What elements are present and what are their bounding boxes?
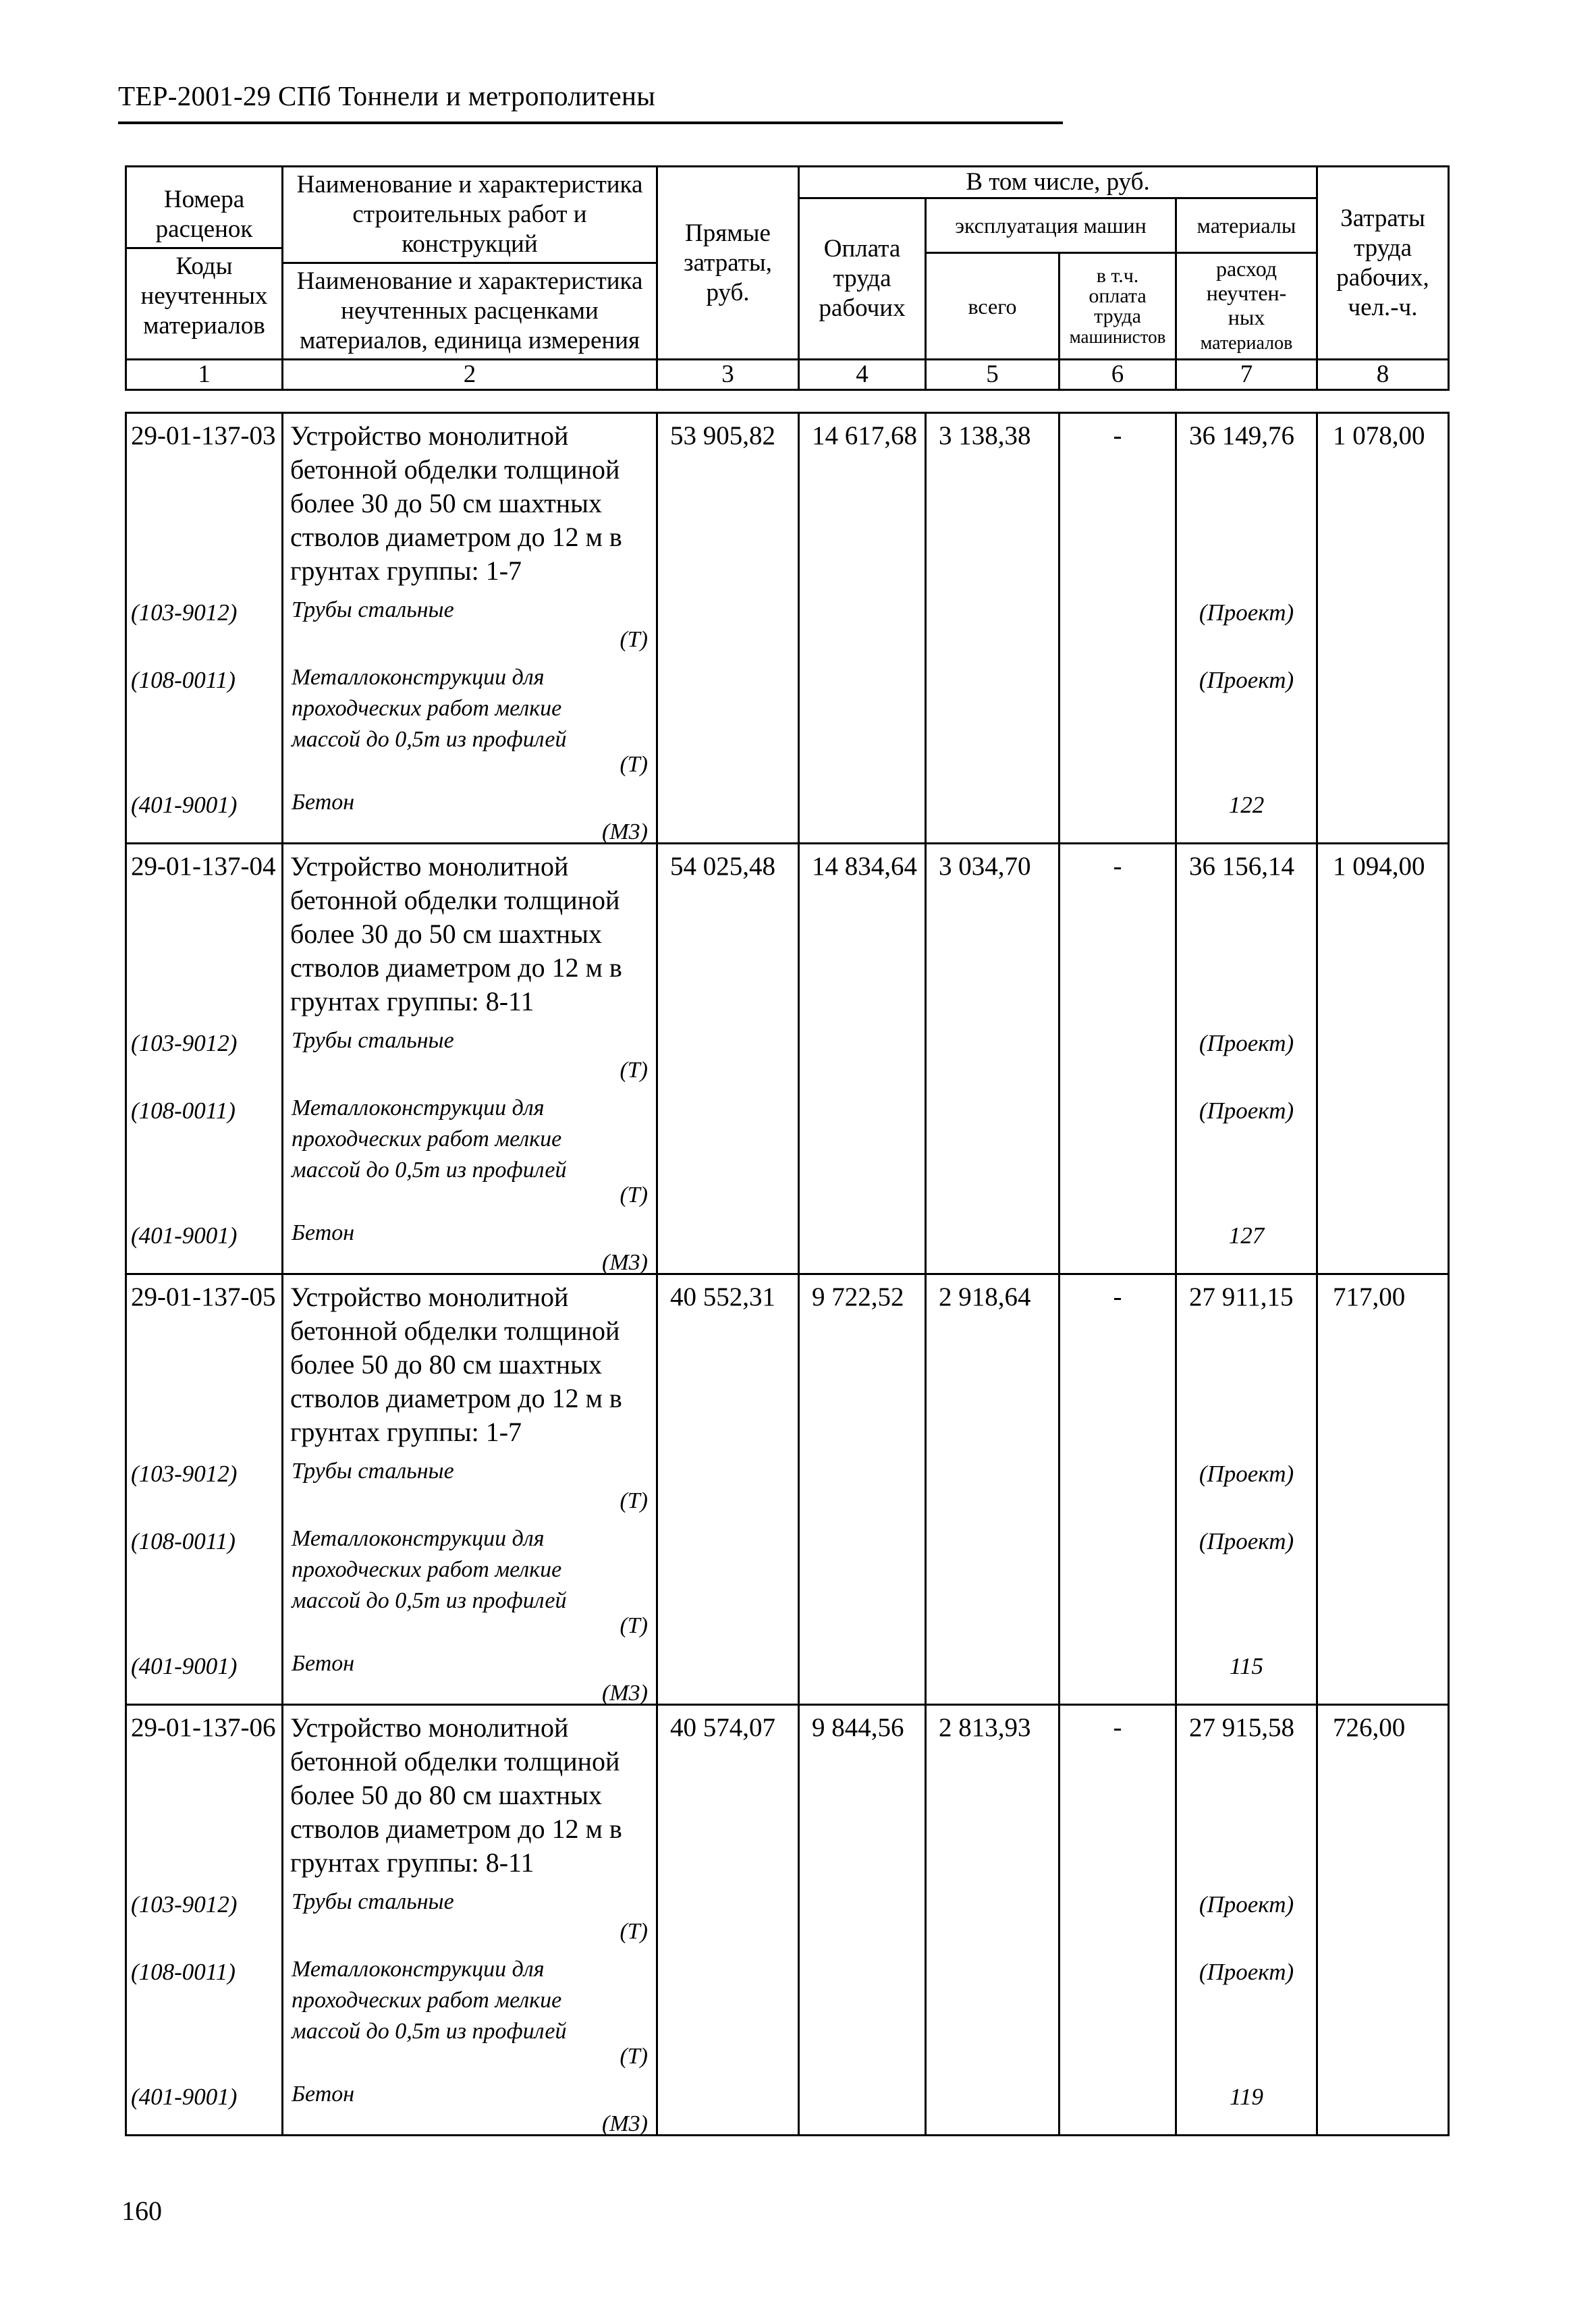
machines-total: 3 034,70 (939, 852, 1031, 881)
work-name (290, 850, 668, 1019)
header-text: материалов (143, 312, 265, 340)
header-col1-top (127, 182, 281, 247)
work-name-line: стволов диаметром до 12 м в (290, 1814, 622, 1844)
material-name (292, 1954, 642, 2047)
name-cell (283, 1274, 657, 1705)
work-name-line: грунтах группы: 1-7 (290, 1417, 522, 1447)
work-name-line: Устройство монолитной (290, 851, 569, 882)
material-unit: (Т) (620, 1488, 648, 1513)
material-name (292, 595, 642, 626)
material-quantity: (Проект) (1199, 1959, 1294, 1985)
machines-total: 2 918,64 (939, 1282, 1031, 1311)
material-unit: (Т) (620, 627, 648, 652)
material-name (292, 1025, 642, 1056)
code-cell (126, 1705, 283, 2136)
material-name-line: Бетон (292, 790, 355, 815)
header-text: Наименование и характеристика (296, 267, 643, 295)
rate-code: 29-01-137-03 (131, 421, 276, 450)
material-name-line: массой до 0,5т из профилей (292, 1158, 567, 1183)
direct-cost-cell (657, 413, 799, 844)
labor-hours-cell (1317, 413, 1449, 844)
header-number: 7 (1176, 360, 1317, 390)
work-name (290, 1711, 668, 1880)
work-name-line: стволов диаметром до 12 м в (290, 522, 622, 552)
materials-cost: 27 915,58 (1189, 1713, 1294, 1742)
work-name-line: грунтах группы: 1-7 (290, 555, 522, 586)
machines-total-cell (926, 1705, 1060, 2136)
material-quantity: 115 (1230, 1653, 1263, 1679)
materials-cost: 27 911,15 (1189, 1282, 1294, 1311)
header-text: машинистов (1069, 326, 1166, 347)
machines-total-cell (926, 844, 1060, 1274)
material-name-line: проходческих работ мелкие (292, 1988, 562, 2013)
header-text: оплата (1089, 284, 1147, 307)
header-text: Коды (175, 252, 233, 280)
work-name-line: грунтах группы: 8-11 (290, 1847, 534, 1878)
header-number: 4 (799, 360, 926, 390)
material-name (292, 2079, 642, 2110)
header-text: материалов, единица измерения (299, 327, 640, 354)
material-unit: (М3) (602, 2111, 648, 2136)
material-unit: (М3) (602, 819, 648, 844)
work-name-line: бетонной обделки толщиной (290, 885, 620, 915)
document-title: ТЕР-2001-29 СПб Тоннели и метрополитены (118, 80, 656, 111)
labor-hours: 717,00 (1333, 1282, 1406, 1311)
table-row (126, 1705, 1449, 2136)
machines-total-cell (926, 413, 1060, 844)
labor-hours-cell (1317, 844, 1449, 1274)
material-quantity: (Проект) (1199, 1030, 1294, 1056)
header-text: Оплата (823, 235, 901, 263)
material-name-line: массой до 0,5т из профилей (292, 2019, 567, 2044)
materials-cell (1176, 844, 1317, 1274)
work-name-line: Устройство монолитной (290, 1712, 569, 1743)
header-text: расценок (155, 215, 253, 243)
material-name-line: Металлоконструкции для (292, 1957, 545, 1982)
material-name (292, 787, 642, 818)
material-name-line: Бетон (292, 1220, 355, 1245)
rate-code: 29-01-137-05 (131, 1282, 276, 1311)
name-cell (283, 844, 657, 1274)
material-name (292, 1523, 642, 1617)
material-unit: (Т) (620, 2044, 648, 2069)
machines-labor-cell (1060, 1705, 1176, 2136)
material-name-line: Трубы стальные (292, 1459, 454, 1484)
material-name-line: проходческих работ мелкие (292, 696, 562, 721)
header-text: неучтенных (140, 282, 268, 310)
material-code: (401-9001) (131, 1222, 238, 1249)
header-text: чел.-ч. (1348, 293, 1418, 321)
header-group-label: В том числе, руб. (799, 167, 1317, 198)
header-col7 (1176, 253, 1317, 360)
work-name-line: бетонной обделки толщиной (290, 1316, 620, 1346)
material-unit: (Т) (620, 1613, 648, 1638)
work-name-line: бетонной обделки толщиной (290, 454, 620, 485)
direct-cost: 40 552,31 (670, 1282, 775, 1311)
materials-cost: 36 149,76 (1189, 421, 1294, 450)
direct-cost: 40 574,07 (670, 1713, 775, 1742)
material-name (292, 1456, 642, 1487)
labor-cost-cell (799, 1705, 926, 2136)
header-machines-label: эксплуатация машин (926, 198, 1176, 253)
header-col2 (283, 167, 657, 360)
machines-total: 3 138,38 (939, 421, 1031, 450)
header-col1 (126, 167, 283, 360)
material-name (292, 662, 642, 755)
table-row (126, 413, 1449, 844)
header-col8 (1317, 167, 1449, 360)
material-name-line: Бетон (292, 1651, 355, 1676)
table-header (125, 165, 1450, 391)
direct-cost-cell (657, 1705, 799, 2136)
labor-cost: 14 834,64 (812, 852, 917, 881)
material-code: (108-0011) (131, 1959, 236, 1985)
materials-cell (1176, 1705, 1317, 2136)
material-quantity: (Проект) (1199, 1461, 1294, 1487)
material-unit: (М3) (602, 1250, 648, 1275)
header-text: ных (1228, 305, 1265, 329)
work-name-line: стволов диаметром до 12 м в (290, 952, 622, 983)
work-name-line: более 50 до 80 см шахтных (290, 1349, 603, 1380)
material-quantity: 119 (1230, 2084, 1263, 2110)
page-number: 160 (121, 2196, 162, 2226)
work-name-line: Устройство монолитной (290, 1282, 569, 1312)
material-name-line: Трубы стальные (292, 1028, 454, 1053)
header-col6 (1060, 253, 1176, 360)
header-text: руб. (706, 278, 750, 306)
machines-labor: - (1113, 421, 1122, 450)
material-unit: (Т) (620, 1058, 648, 1083)
header-number: 5 (926, 360, 1060, 390)
work-name-line: стволов диаметром до 12 м в (290, 1383, 622, 1413)
header-text: затраты, (684, 248, 772, 277)
header-materials-label: материалы (1176, 198, 1317, 253)
header-text: Прямые (685, 219, 771, 247)
header-number: 3 (657, 360, 799, 390)
code-cell (126, 1274, 283, 1705)
header-text: Наименование и характеристика (296, 171, 643, 198)
labor-hours-cell (1317, 1705, 1449, 2136)
header-text: Номера (163, 186, 245, 213)
work-name (290, 419, 668, 588)
header-col4 (799, 198, 926, 360)
labor-hours: 726,00 (1333, 1713, 1406, 1742)
material-quantity: (Проект) (1199, 1528, 1294, 1554)
labor-cost-cell (799, 413, 926, 844)
name-cell (283, 413, 657, 844)
labor-hours-cell (1317, 1274, 1449, 1705)
work-name-line: Устройство монолитной (290, 421, 569, 451)
header-text: труда (1353, 234, 1412, 262)
material-name-line: Металлоконструкции для (292, 665, 545, 690)
header-col1-bottom (127, 247, 281, 344)
material-quantity: (Проект) (1199, 599, 1294, 626)
header-number: 2 (283, 360, 657, 390)
work-name-line: более 50 до 80 см шахтных (290, 1780, 603, 1810)
material-unit: (М3) (602, 1681, 648, 1706)
header-col2-bottom (283, 262, 656, 358)
machines-labor-cell (1060, 1274, 1176, 1705)
machines-labor: - (1113, 1282, 1122, 1311)
material-quantity: (Проект) (1199, 667, 1294, 693)
direct-cost: 54 025,48 (670, 852, 775, 881)
material-unit: (Т) (620, 1919, 648, 1944)
material-name-line: Трубы стальные (292, 1889, 454, 1914)
header-col3 (657, 167, 799, 360)
labor-cost-cell (799, 844, 926, 1274)
header-number: 1 (126, 360, 283, 390)
material-quantity: 127 (1228, 1222, 1265, 1249)
machines-total-cell (926, 1274, 1060, 1705)
material-unit: (Т) (620, 752, 648, 777)
direct-cost: 53 905,82 (670, 421, 775, 450)
material-code: (103-9012) (131, 599, 238, 626)
machines-total: 2 813,93 (939, 1713, 1031, 1742)
machines-labor-cell (1060, 413, 1176, 844)
materials-cell (1176, 1274, 1317, 1705)
material-name-line: Металлоконструкции для (292, 1095, 545, 1120)
header-text: неучтен- (1206, 281, 1287, 305)
material-name-line: Металлоконструкции для (292, 1526, 545, 1551)
header-text: Затраты (1340, 204, 1425, 232)
material-unit: (Т) (620, 1183, 648, 1208)
header-number: 8 (1317, 360, 1449, 390)
work-name-line: более 30 до 50 см шахтных (290, 919, 603, 949)
header-text: расход (1215, 256, 1277, 281)
material-code: (103-9012) (131, 1030, 238, 1056)
material-code: (401-9001) (131, 1653, 238, 1679)
header-text: строительных работ и конструкций (352, 200, 587, 258)
labor-cost: 14 617,68 (812, 421, 917, 450)
material-name (292, 1218, 642, 1249)
header-text: рабочих, (1336, 263, 1429, 292)
material-code: (103-9012) (131, 1461, 238, 1487)
material-code: (103-9012) (131, 1891, 238, 1918)
header-text: труда (1094, 304, 1141, 327)
material-name-line: проходческих работ мелкие (292, 1557, 562, 1582)
code-cell (126, 413, 283, 844)
header-text: рабочих (819, 294, 906, 322)
materials-cell (1176, 413, 1317, 844)
work-name-line: бетонной обделки толщиной (290, 1746, 620, 1777)
labor-hours: 1 078,00 (1333, 421, 1425, 450)
material-name (292, 1648, 642, 1679)
material-name-line: массой до 0,5т из профилей (292, 1588, 567, 1613)
work-name (290, 1280, 668, 1449)
material-name-line: проходческих работ мелкие (292, 1127, 562, 1151)
materials-cost: 36 156,14 (1189, 852, 1294, 881)
material-code: (108-0011) (131, 667, 236, 693)
table-row (126, 1274, 1449, 1705)
direct-cost-cell (657, 844, 799, 1274)
material-code: (108-0011) (131, 1097, 236, 1124)
title-rule (118, 121, 1063, 124)
material-name-line: Бетон (292, 2082, 355, 2107)
rates-table (125, 412, 1450, 2136)
material-name (292, 1887, 642, 1918)
material-name-line: массой до 0,5т из профилей (292, 727, 567, 752)
material-quantity: 122 (1228, 792, 1265, 818)
material-quantity: (Проект) (1199, 1097, 1294, 1124)
header-text: в т.ч. (1096, 264, 1139, 287)
work-name-line: более 30 до 50 см шахтных (290, 488, 603, 518)
labor-cost-cell (799, 1274, 926, 1705)
header-col2-top (283, 167, 656, 262)
machines-labor: - (1113, 1713, 1122, 1742)
header-number: 6 (1060, 360, 1176, 390)
work-name-line: грунтах группы: 8-11 (290, 986, 534, 1016)
material-code: (108-0011) (131, 1528, 236, 1554)
material-quantity: (Проект) (1199, 1891, 1294, 1918)
machines-labor: - (1113, 852, 1122, 881)
rate-code: 29-01-137-04 (131, 852, 276, 881)
machines-labor-cell (1060, 844, 1176, 1274)
material-name-line: Трубы стальные (292, 597, 454, 622)
rate-code: 29-01-137-06 (131, 1713, 276, 1742)
material-code: (401-9001) (131, 792, 238, 818)
table-row (126, 844, 1449, 1274)
labor-cost: 9 722,52 (812, 1282, 904, 1311)
name-cell (283, 1705, 657, 2136)
header-col5: всего (926, 253, 1060, 360)
header-text: неучтенных расценками (341, 297, 599, 325)
labor-hours: 1 094,00 (1333, 852, 1425, 881)
header-text: труда (833, 265, 891, 292)
material-name (292, 1093, 642, 1186)
header-text: материалов (1200, 333, 1293, 354)
material-code: (401-9001) (131, 2084, 238, 2110)
direct-cost-cell (657, 1274, 799, 1705)
code-cell (126, 844, 283, 1274)
labor-cost: 9 844,56 (812, 1713, 904, 1742)
